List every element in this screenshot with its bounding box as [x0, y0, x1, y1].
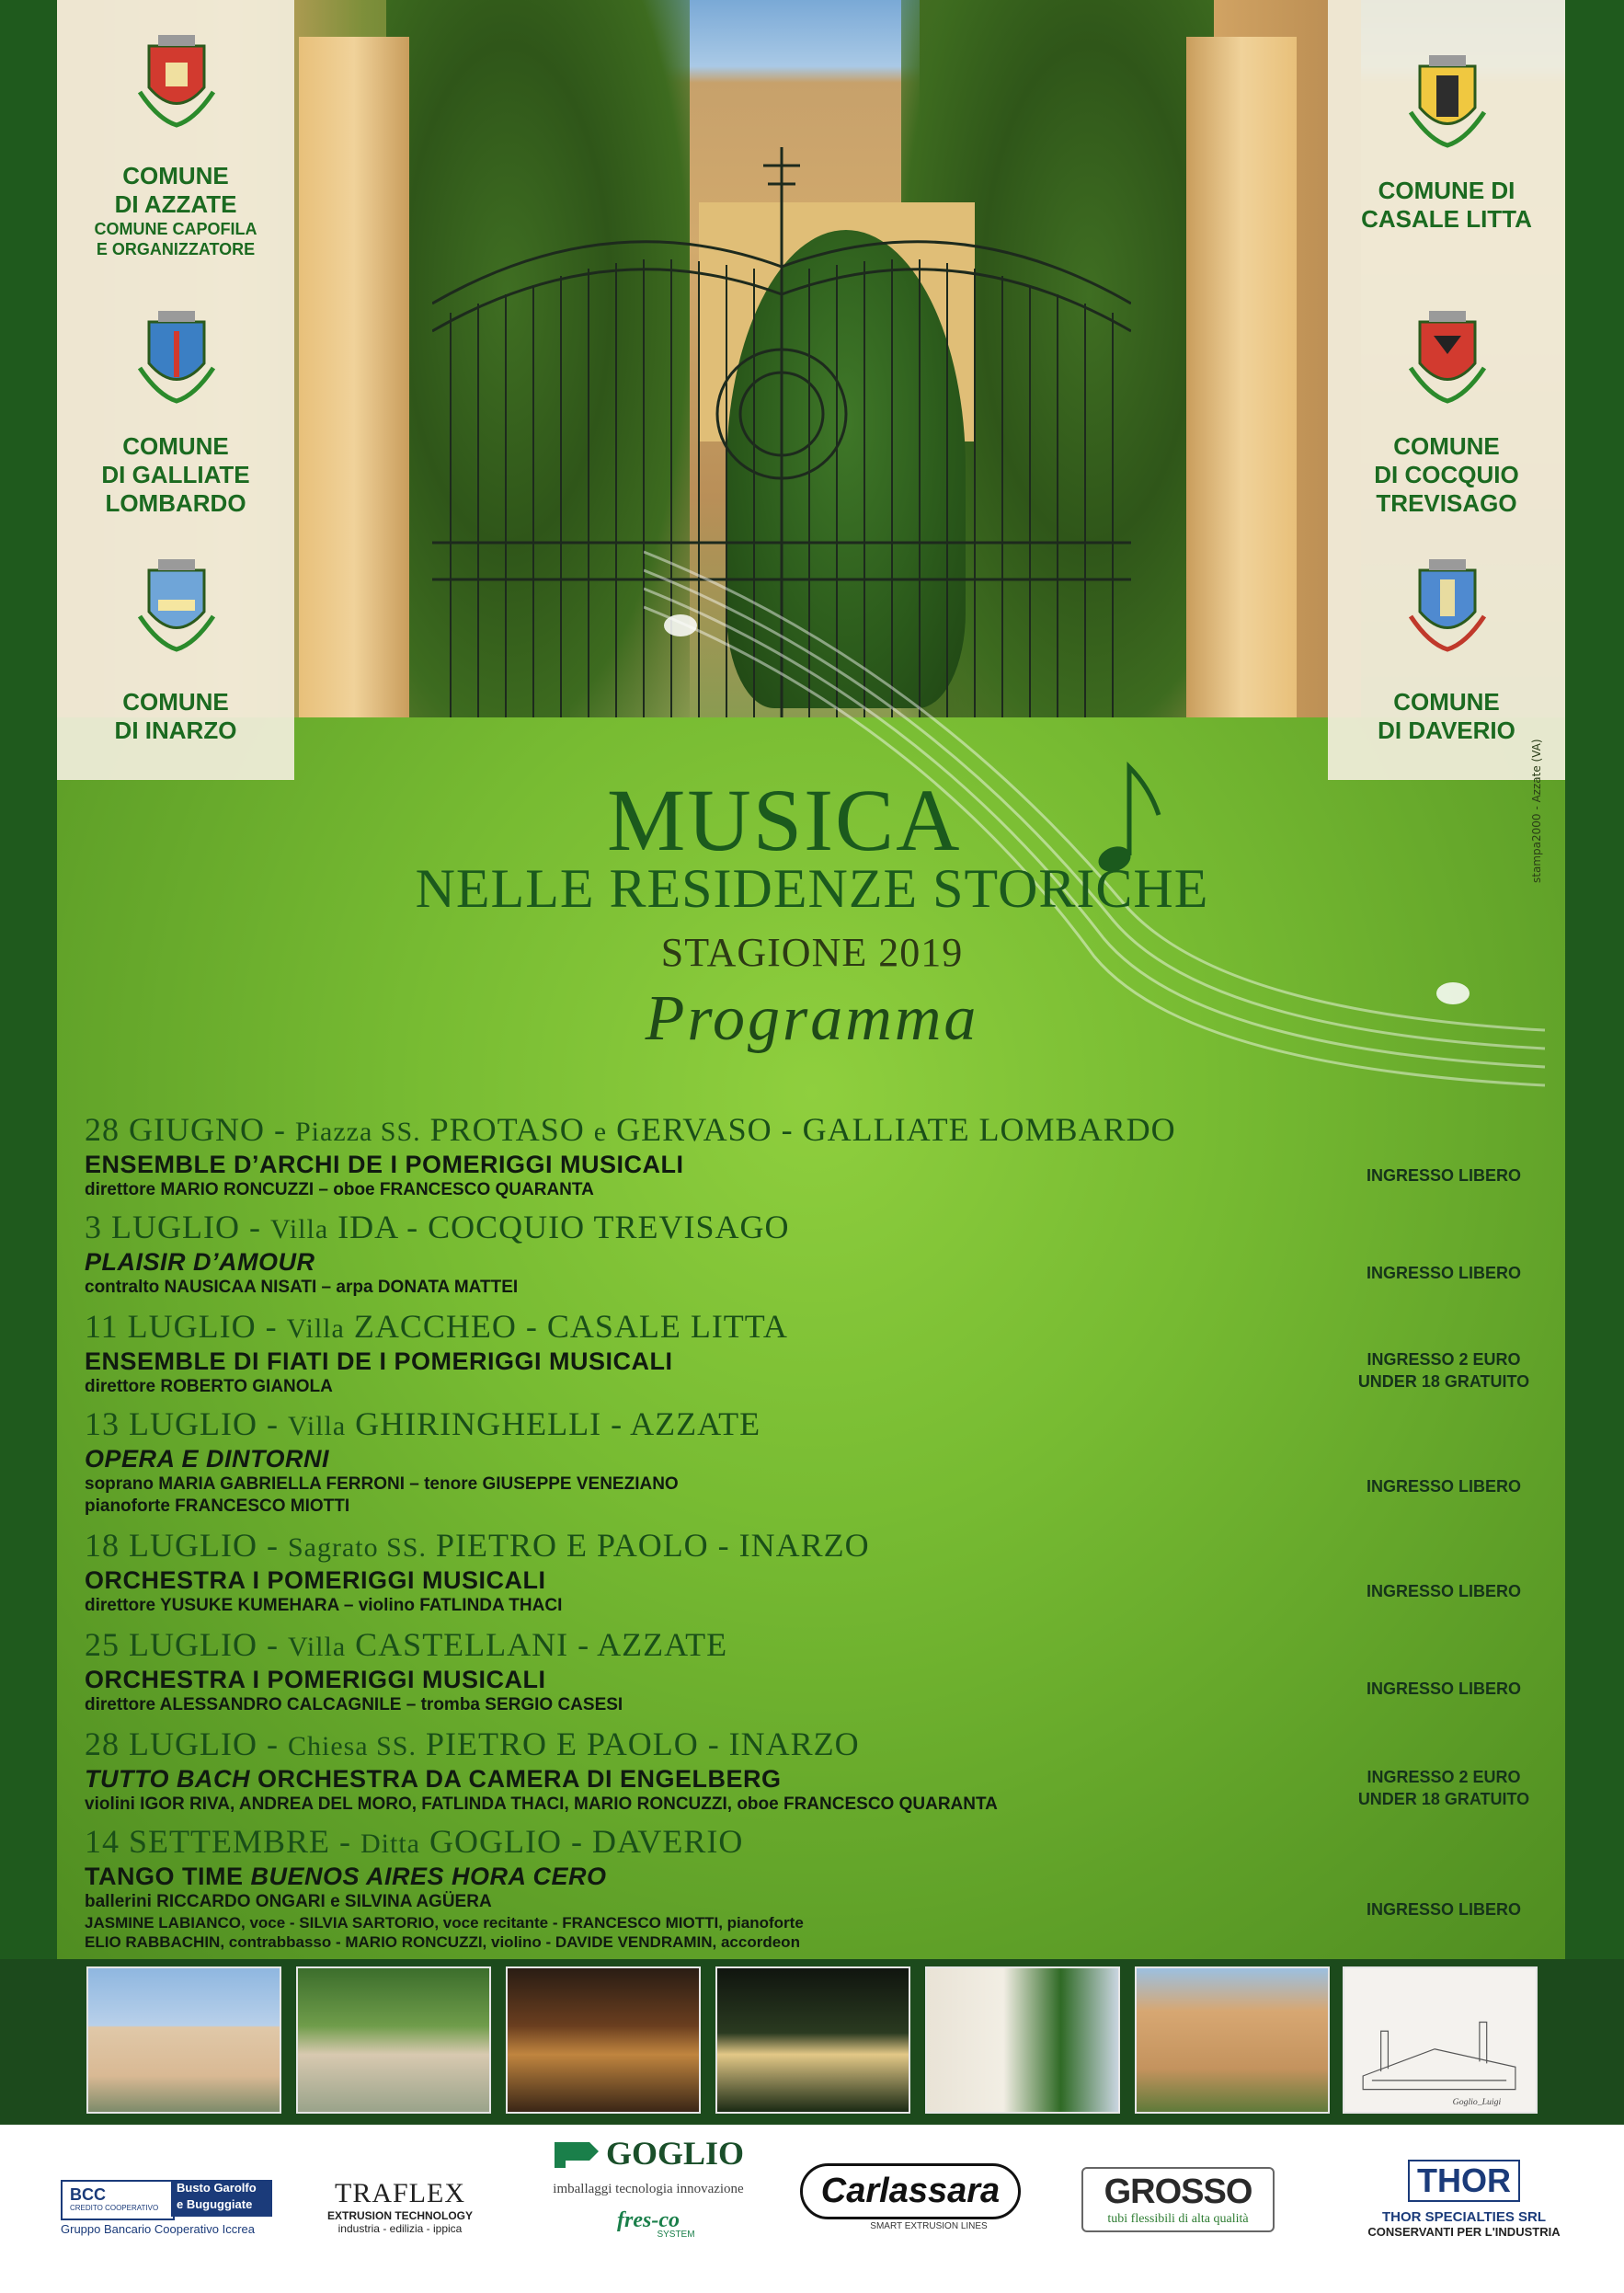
event-place: GERVASO - GALLIATE LOMBARDO [616, 1111, 1176, 1148]
event-title [85, 1863, 1372, 1891]
event-title: OPERA E DINTORNI [85, 1445, 330, 1473]
ingresso-3 [1324, 1348, 1563, 1393]
event-date: 28 GIUGNO [85, 1111, 265, 1148]
event-date: 3 LUGLIO [85, 1209, 240, 1245]
ingresso-2 [1324, 1262, 1563, 1284]
photo-villa-garden [296, 1966, 491, 2114]
ingresso-line: INGRESSO LIBERO [1366, 1680, 1522, 1698]
photo-night-terrace [506, 1966, 701, 2114]
event-6 [85, 1626, 1372, 1716]
sponsor-grosso [1081, 2167, 1275, 2232]
ingresso-8 [1324, 1898, 1563, 1920]
event-details: ballerini RICCARDO ONGARI e SILVINA AGÜERA [85, 1892, 492, 1911]
bcc-logo [61, 2180, 175, 2220]
ingresso-line: INGRESSO 2 EURO [1367, 1350, 1521, 1369]
bcc-sub: CREDITO COOPERATIVO [70, 2204, 159, 2212]
title-stagione: STAGIONE 2019 [660, 930, 964, 975]
thor-line: THOR SPECIALTIES SRL [1381, 2209, 1547, 2225]
comune-line: LOMBARDO [105, 489, 246, 517]
event-heading: 3 LUGLIO - Villa IDA - COCQUIO TREVISAGO [85, 1209, 790, 1245]
event-4 [85, 1405, 1372, 1518]
photo-factory-drawing [1343, 1966, 1538, 2114]
event-place: PIETRO E PAOLO - INARZO [426, 1725, 860, 1762]
crest-galliate-icon [131, 304, 223, 405]
event-3 [85, 1308, 1372, 1398]
bcc-brand: BCC [70, 2185, 106, 2204]
event-details: violini IGOR RIVA, ANDREA DEL MORO, FATLINDA THACI, MARIO RONCUZZI, oboe FRANCESCO QUARANTA [85, 1794, 998, 1814]
bcc-name-line: Busto Garolfo [177, 2181, 257, 2195]
comune-subline: E ORGANIZZATORE [96, 240, 256, 258]
column-left [299, 37, 409, 754]
event-place: ZACCHEO - CASALE LITTA [353, 1308, 788, 1345]
crest-casale-litta-icon [1401, 48, 1493, 149]
event-heading: 18 LUGLIO - Sagrato SS. PIETRO E PAOLO - INARZO [85, 1527, 870, 1564]
sponsor-carlassara [800, 2163, 1021, 2231]
event-place-small: Sagrato SS. [287, 1532, 427, 1563]
event-place-small: Piazza SS. [294, 1117, 421, 1147]
comune-inarzo [57, 688, 294, 745]
event-details: direttore ALESSANDRO CALCAGNILE – tromba SERGIO CASESI [85, 1695, 623, 1714]
grosso-name: GROSSO [1104, 2173, 1252, 2211]
comuni-panel-right [1328, 0, 1565, 780]
comune-line: COMUNE [1393, 432, 1500, 460]
event-details: pianoforte FRANCESCO MIOTTI [85, 1496, 350, 1516]
bcc-group: Gruppo Bancario Cooperativo Iccrea [61, 2222, 256, 2236]
ingresso-line: INGRESSO LIBERO [1366, 1166, 1522, 1185]
comune-line: TREVISAGO [1376, 489, 1517, 517]
comune-line: DI INARZO [114, 717, 237, 744]
title-programma: Programma [645, 983, 979, 1054]
event-place: PROTASO [429, 1111, 585, 1148]
crest-azzate-icon [131, 28, 223, 129]
event-date: 28 LUGLIO [85, 1725, 257, 1762]
ingresso-line: INGRESSO LIBERO [1366, 1900, 1522, 1919]
sponsor-thor [1354, 2160, 1574, 2239]
grosso-tagline: tubi flessibili di alta qualità [1107, 2212, 1249, 2226]
event-date: 14 SETTEMBRE [85, 1823, 331, 1860]
event-place-small: Villa [287, 1632, 347, 1662]
photo-church [86, 1966, 281, 2114]
goglio-logo-icon [553, 2137, 600, 2170]
goglio-name: GOGLIO [605, 2135, 745, 2172]
event-title-italic: TUTTO BACH [85, 1765, 250, 1793]
photo-villa-night [715, 1966, 910, 2114]
ingresso-4 [1324, 1475, 1563, 1497]
comune-line: DI COCQUIO [1374, 461, 1519, 488]
event-1 [85, 1111, 1372, 1201]
event-title: ENSEMBLE D’ARCHI DE I POMERIGGI MUSICALI [85, 1151, 684, 1178]
event-5 [85, 1527, 1372, 1617]
event-date: 11 LUGLIO [85, 1308, 257, 1345]
event-details: ELIO RABBACHIN, contrabbasso - MARIO RONCUZZI, violino - DAVIDE VENDRAMIN, accordeon [85, 1933, 800, 1951]
comune-line: COMUNE [122, 162, 229, 189]
event-title: ORCHESTRA I POMERIGGI MUSICALI [85, 1566, 546, 1594]
event-place-small: Villa [269, 1214, 329, 1244]
event-place: CASTELLANI - AZZATE [355, 1626, 728, 1663]
photo-caption: Goglio_Luigi [1452, 2097, 1502, 2108]
comune-casale-litta [1328, 177, 1565, 234]
event-details: soprano MARIA GABRIELLA FERRONI – tenore GIUSEPPE VENEZIANO [85, 1474, 679, 1494]
event-details: direttore MARIO RONCUZZI – oboe FRANCESCO QUARANTA [85, 1180, 594, 1199]
comune-galliate [57, 432, 294, 518]
ingresso-line: UNDER 18 GRATUITO [1357, 1790, 1530, 1808]
ingresso-6 [1324, 1678, 1563, 1700]
ingresso-line: INGRESSO 2 EURO [1367, 1768, 1521, 1786]
event-place: IDA - COCQUIO TREVISAGO [337, 1209, 790, 1245]
event-place-small: Villa [286, 1313, 345, 1344]
ingresso-1 [1324, 1164, 1563, 1187]
goglio-header [524, 2134, 772, 2173]
event-date: 18 LUGLIO [85, 1527, 257, 1564]
ingresso-line: INGRESSO LIBERO [1366, 1264, 1522, 1282]
event-date: 25 LUGLIO [85, 1626, 257, 1663]
event-details: contralto NAUSICAA NISATI – arpa DONATA MATTEI [85, 1278, 519, 1297]
event-heading: 13 LUGLIO - Villa GHIRINGHELLI - AZZATE [85, 1405, 761, 1442]
carlassara-name: Carlassara [800, 2163, 1021, 2219]
event-date: 13 LUGLIO [85, 1405, 257, 1442]
ingresso-7 [1324, 1766, 1563, 1810]
event-heading: 28 GIUGNO - Piazza SS. PROTASO e GERVASO - GALLIATE LOMBARDO [85, 1111, 1176, 1148]
event-title: PLAISIR D’AMOUR [85, 1248, 315, 1276]
event-details: direttore YUSUKE KUMEHARA – violino FATLINDA THACI [85, 1596, 563, 1615]
crest-inarzo-icon [131, 552, 223, 653]
event-place-small: Chiesa SS. [287, 1731, 417, 1761]
crest-cocquio-icon [1401, 304, 1493, 405]
comuni-panel-left [57, 0, 294, 780]
sponsor-bcc [61, 2180, 300, 2244]
event-title: ORCHESTRA I POMERIGGI MUSICALI [85, 1666, 546, 1693]
event-place: PIETRO E PAOLO - INARZO [435, 1527, 870, 1564]
comune-line: CASALE LITTA [1361, 205, 1532, 233]
event-place-small: e [593, 1117, 608, 1147]
event-heading: 11 LUGLIO - Villa ZACCHEO - CASALE LITTA [85, 1308, 788, 1345]
ingresso-line: INGRESSO LIBERO [1366, 1477, 1522, 1496]
traflex-line: industria - edilizia - ippica [337, 2222, 463, 2235]
event-place: GOGLIO - DAVERIO [429, 1823, 744, 1860]
bcc-name [171, 2180, 272, 2217]
comune-line: DI GALLIATE [101, 461, 250, 488]
crest-daverio-icon [1401, 552, 1493, 653]
bcc-name-line: e Buguggiate [177, 2197, 253, 2211]
traflex-name: TRAFLEX [335, 2178, 465, 2208]
grosso-logo [1081, 2167, 1275, 2232]
thor-line: CONSERVANTI PER L'INDUSTRIA [1367, 2225, 1561, 2239]
event-title-italic: BUENOS AIRES HORA CERO [250, 1863, 607, 1890]
ingresso-line: UNDER 18 GRATUITO [1357, 1372, 1530, 1391]
event-place: GHIRINGHELLI - AZZATE [355, 1405, 761, 1442]
event-2 [85, 1209, 1372, 1299]
event-title: ENSEMBLE DI FIATI DE I POMERIGGI MUSICALI [85, 1347, 673, 1375]
event-heading: 25 LUGLIO - Villa CASTELLANI - AZZATE [85, 1626, 728, 1663]
photo-church-sagrato [925, 1966, 1120, 2114]
printer-imprint: stampa2000 - Azzate (VA) [1530, 739, 1543, 883]
fresco-brand: fres-co [617, 2208, 680, 2232]
title-nelle-residenze: NELLE RESIDENZE STORICHE [415, 858, 1209, 919]
sponsor-traflex [303, 2178, 497, 2235]
sponsor-goglio [524, 2134, 772, 2240]
title-musica: MUSICA [607, 771, 962, 869]
comune-cocquio [1328, 432, 1565, 518]
carlassara-tagline: SMART EXTRUSION LINES [870, 2221, 988, 2231]
comune-line: DI AZZATE [114, 190, 237, 218]
comune-line: COMUNE [122, 688, 229, 716]
comune-line: COMUNE [122, 432, 229, 460]
event-details: JASMINE LABIANCO, voce - SILVIA SARTORIO, voce recitante - FRANCESCO MIOTTI, pianoforte [85, 1914, 804, 1932]
event-title [85, 1765, 1372, 1794]
goglio-tagline: imballaggi tecnologia innovazione [553, 2182, 744, 2196]
thor-name: THOR [1408, 2160, 1520, 2202]
event-place-small: Villa [287, 1411, 347, 1441]
comune-line: COMUNE [1393, 688, 1500, 716]
event-title-normal: TANGO TIME [85, 1863, 251, 1890]
photo-villa-castellani [1135, 1966, 1330, 2114]
event-heading: 28 LUGLIO - Chiesa SS. PIETRO E PAOLO - INARZO [85, 1725, 860, 1762]
event-8 [85, 1823, 1372, 1952]
comune-azzate [57, 162, 294, 259]
event-details: direttore ROBERTO GIANOLA [85, 1377, 333, 1396]
comune-line: COMUNE DI [1378, 177, 1515, 204]
fresco-system: SYSTEM [657, 2230, 695, 2240]
comune-line: DI DAVERIO [1378, 717, 1515, 744]
event-place-small: Ditta [360, 1829, 421, 1859]
ingresso-5 [1324, 1580, 1563, 1602]
event-title-normal: ORCHESTRA DA CAMERA DI ENGELBERG [250, 1765, 782, 1793]
traflex-line: EXTRUSION TECHNOLOGY [326, 2209, 473, 2222]
event-heading: 14 SETTEMBRE - Ditta GOGLIO - DAVERIO [85, 1823, 744, 1860]
comune-subline: COMUNE CAPOFILA [94, 220, 257, 238]
ingresso-line: INGRESSO LIBERO [1366, 1582, 1522, 1600]
event-7 [85, 1725, 1372, 1816]
